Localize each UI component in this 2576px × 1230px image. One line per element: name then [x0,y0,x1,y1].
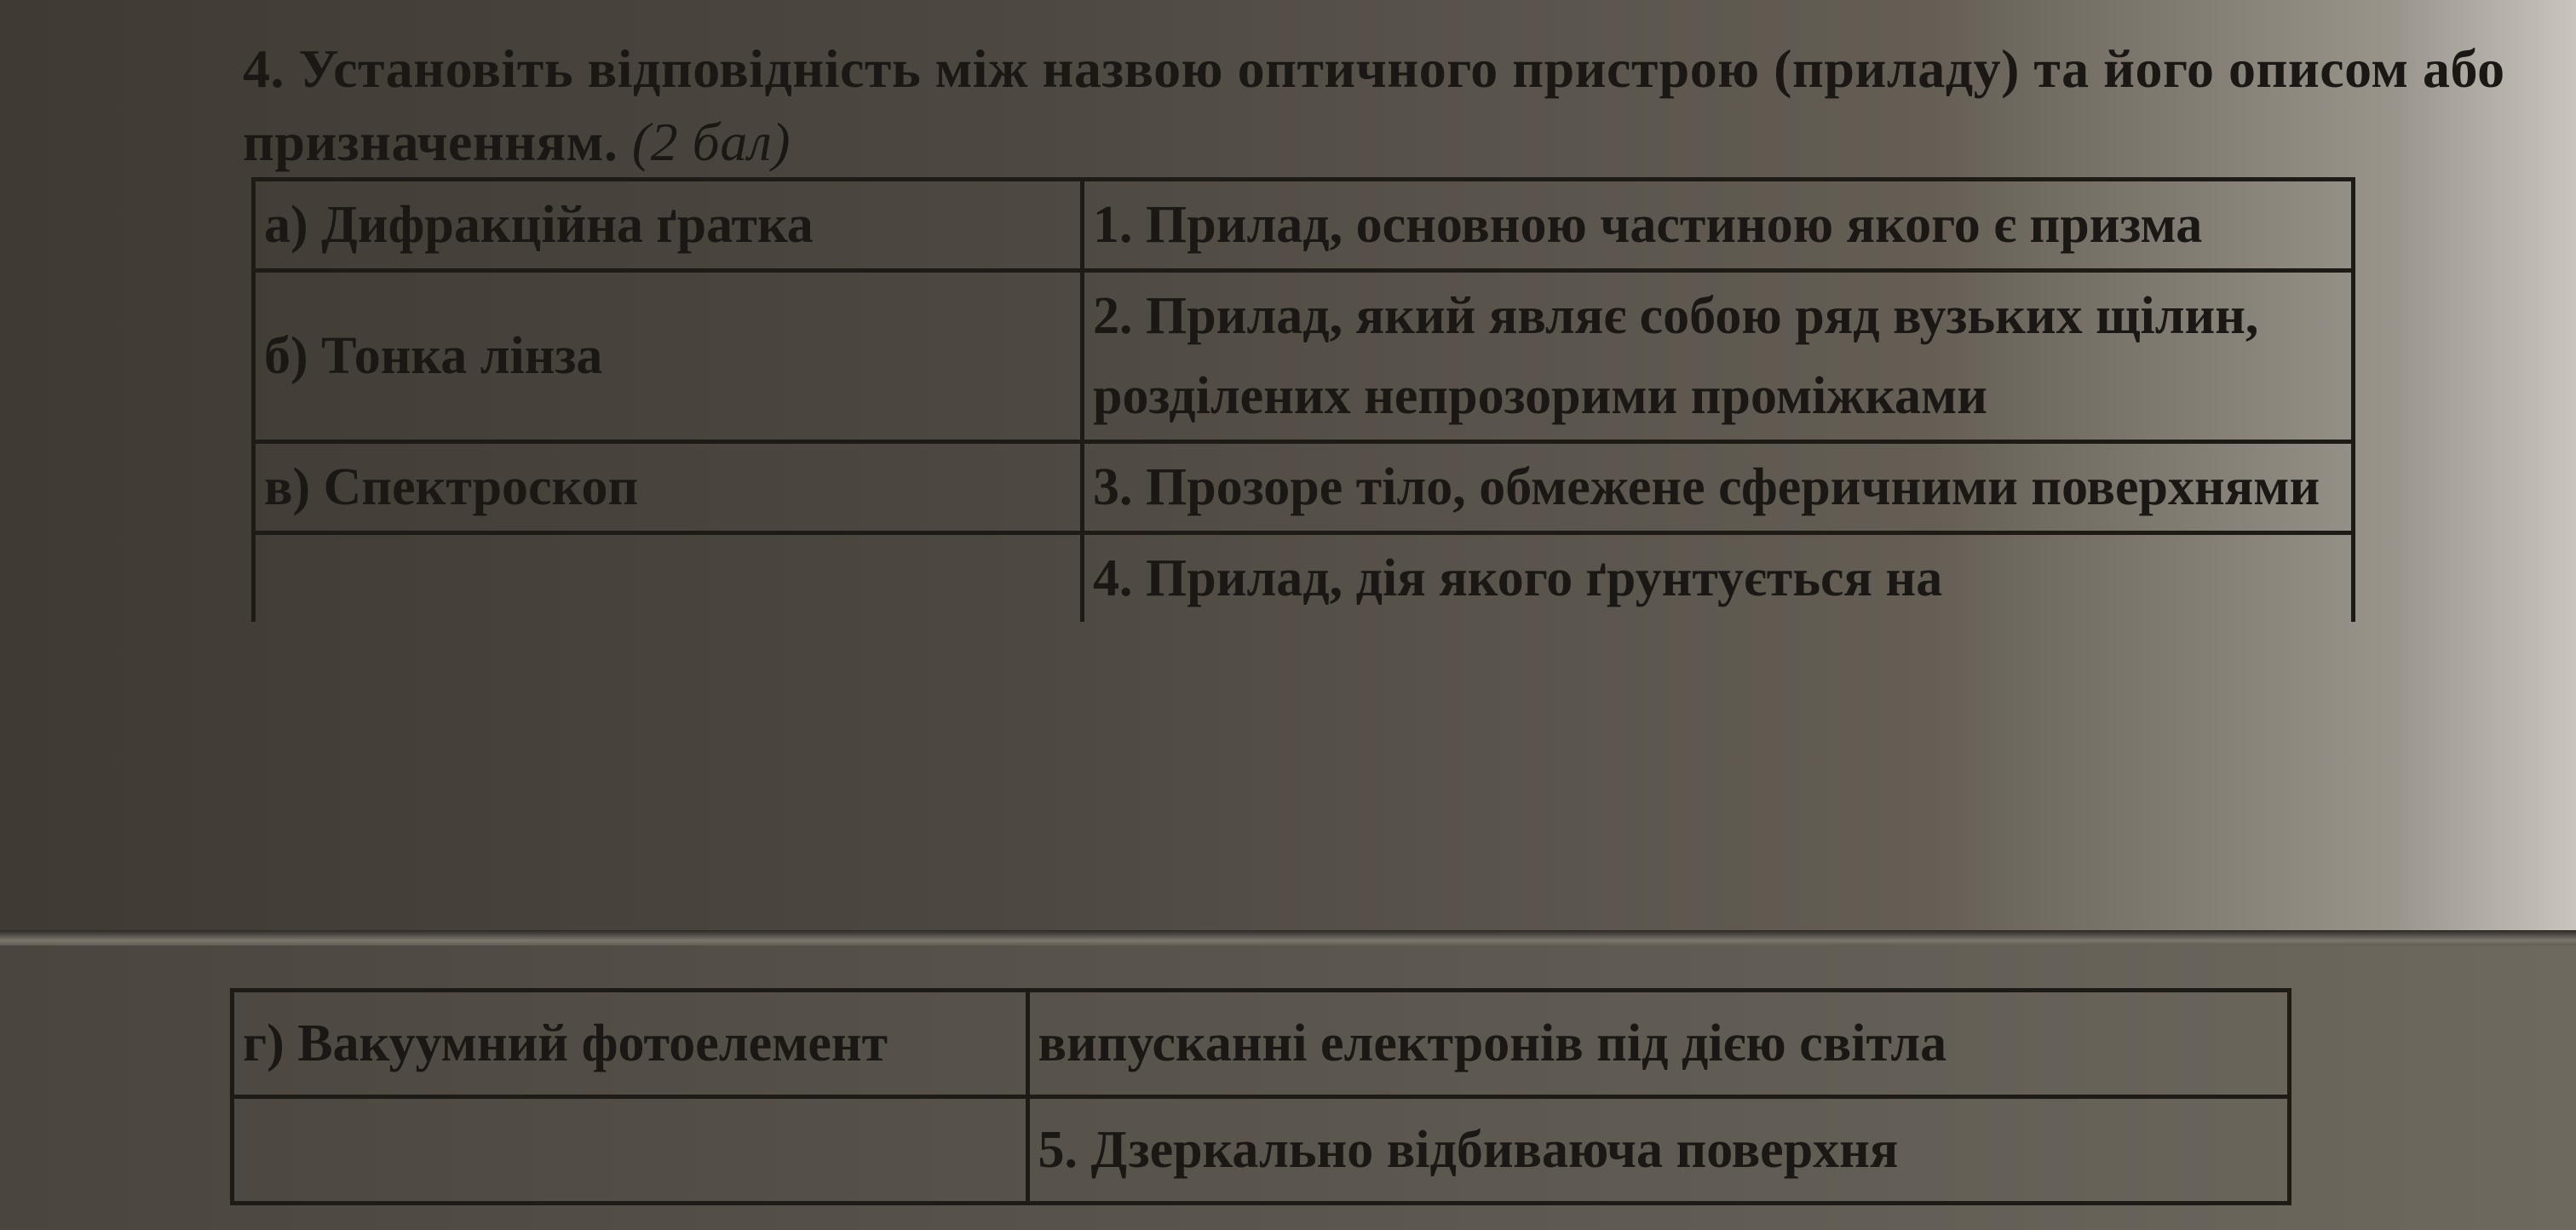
description-cell: 1. Прилад, основною частиною якого є призма [1083,180,2354,271]
device-cell: в) Спектроскоп [254,442,1083,533]
description-cell: випусканні електронів під дією світла [1027,991,2289,1097]
device-cell [254,533,1083,623]
device-cell: г) Вакуумний фотоелемент [233,991,1028,1097]
description-cell: 5. Дзеркально відбиваюча поверхня [1027,1097,2289,1204]
question-body: Установіть відповідність між назвою оптичного пристрою (приладу) та його описом або призначенням. [243,38,2505,172]
device-cell [233,1097,1028,1204]
question-points: (2 бал) [631,112,791,172]
matching-table-top [251,177,2355,622]
description-cell: 4. Прилад, дія якого ґрунтується на [1083,533,2354,623]
table-row [233,1097,2290,1204]
table-row [254,442,2354,533]
page-fold [0,930,2576,947]
description-cell: 3. Прозоре тіло, обмежене сферичними поверхнями [1083,442,2354,533]
question-text [243,32,2526,179]
table-row [233,991,2290,1097]
question-number: 4. [243,38,285,99]
table-row [254,180,2354,271]
device-cell: б) Тонка лінза [254,271,1083,442]
device-cell: а) Дифракційна ґратка [254,180,1083,271]
table-row [254,271,2354,442]
table-row [254,533,2354,623]
description-cell: 2. Прилад, який являє собою ряд вузьких щілин, розділених непрозорими проміжками [1083,271,2354,442]
matching-table-bottom [230,988,2291,1205]
